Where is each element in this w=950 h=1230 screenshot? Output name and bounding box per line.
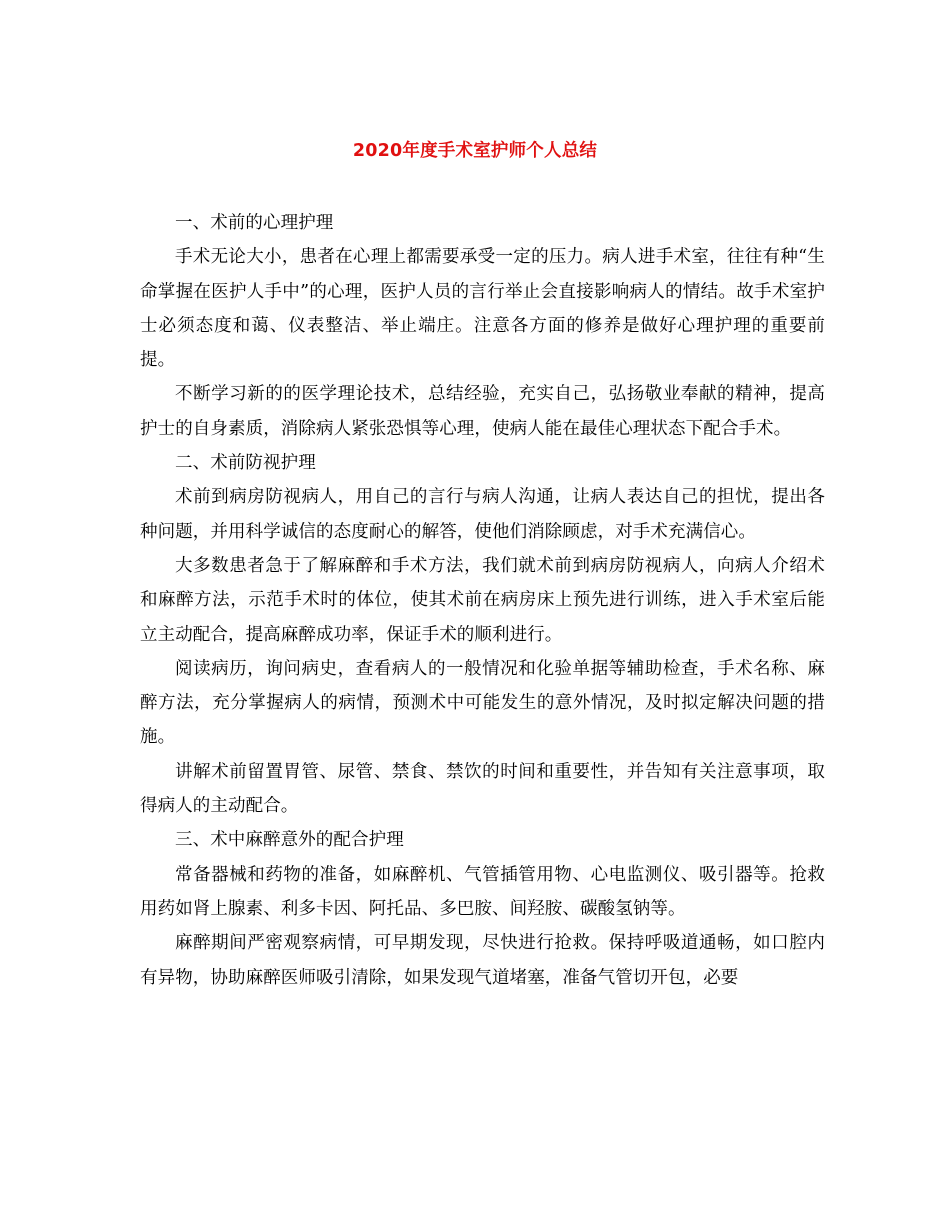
- paragraph: 不断学习新的的医学理论技术，总结经验，充实自己，弘扬敬业奉献的精神，提高护士的自身素质，消除病人紧张恐惧等心理，使病人能在最佳心理状态下配合手术。: [140, 384, 825, 439]
- paragraph: 讲解术前留置胃管、尿管、禁食、禁饮的时间和重要性，并告知有关注意事项，取得病人的主动配合。: [140, 761, 825, 817]
- paragraph: 术前到病房防视病人，用自己的言行与病人沟通，让病人表达自己的担忧，提出各种问题，并用科学诚信的态度耐心的解答，使他们消除顾虑，对手术充满信心。: [140, 487, 825, 542]
- paragraph: 大多数患者急于了解麻醉和手术方法，我们就术前到病房防视病人，向病人介绍术和麻醉方法，示范手术时的体位，使其术前在病房床上预先进行训练，进入手术室后能立主动配合，提高麻醉成功率，保证手术的顺利进行。: [140, 555, 825, 645]
- section-heading-2: 二、术前防视护理: [175, 453, 316, 474]
- paragraph: 常备器械和药物的准备，如麻醉机、气管插管用物、心电监测仪、吸引器等。抢救用药如肾上腺素、利多卡因、阿托品、多巴胺、间羟胺、碳酸氢钠等。: [140, 864, 825, 919]
- paragraph: 阅读病历，询问病史，查看病人的一般情况和化验单据等辅助检查，手术名称、麻醉方法，充分掌握病人的病情，预测术中可能发生的意外情况，及时拟定解决问题的措施。: [140, 658, 825, 748]
- document-title: 2020年度手术室护师个人总结: [352, 141, 598, 161]
- section-heading-3: 三、术中麻醉意外的配合护理: [175, 830, 404, 851]
- section-heading-1: 一、术前的心理护理: [175, 213, 334, 233]
- paragraph: 麻醉期间严密观察病情，可早期发现，尽快进行抢救。保持呼吸道通畅，如口腔内有异物，协助麻醉医师吸引清除，如果发现气道堵塞，准备气管切开包，必要: [140, 933, 825, 988]
- paragraph: 手术无论大小，患者在心理上都需要承受一定的压力。病人进手术室，往往有种“生命掌握在医护人手中”的心理，医护人员的言行举止会直接影响病人的情结。故手术室护士必须态度和蔼、仪表整洁、举止端庄。注意各方面的修养是做好心理护理的重要前提。: [140, 247, 825, 371]
- document-body: [140, 206, 825, 995]
